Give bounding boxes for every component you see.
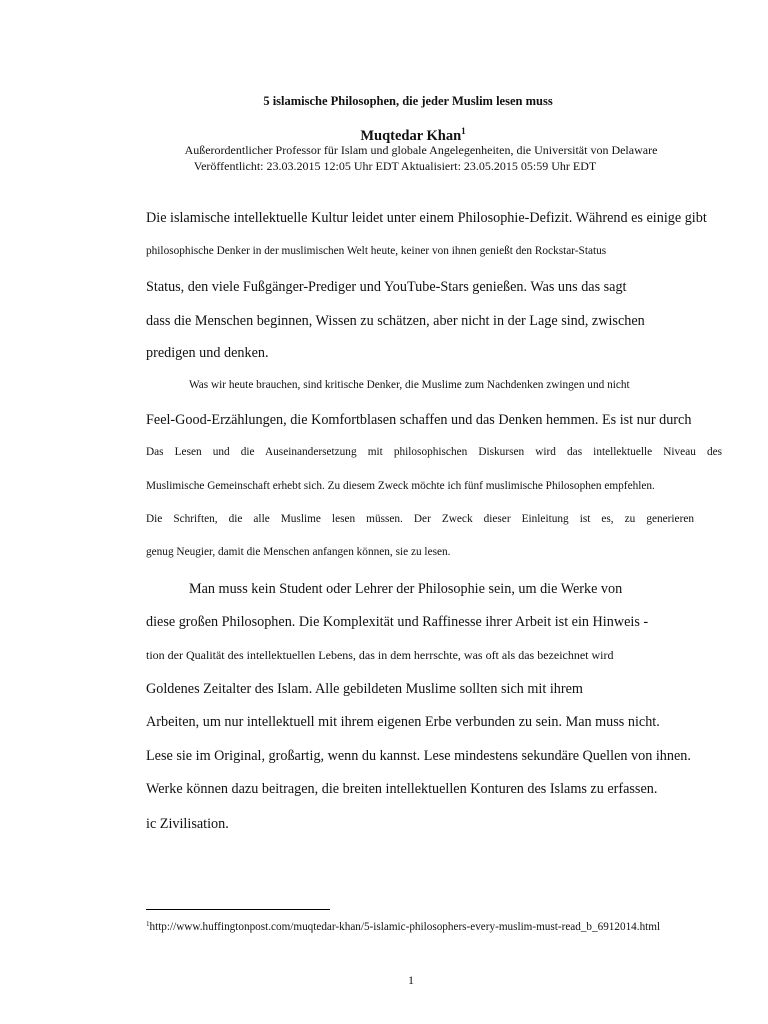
author-affiliation: Außerordentlicher Professor für Islam und globale Angelegenheiten, die Universität von Delaware	[184, 143, 658, 157]
footnote-divider	[146, 909, 330, 910]
body-line: Man muss kein Student oder Lehrer der Philosophie sein, um die Werke von	[189, 581, 623, 597]
body-line: Feel-Good-Erzählungen, die Komfortblasen schaffen und das Denken hemmen. Es ist nur durch	[146, 412, 692, 428]
body-line: Goldenes Zeitalter des Islam. Alle gebildeten Muslime sollten sich mit ihrem	[146, 681, 583, 697]
body-line: Die islamische intellektuelle Kultur leidet unter einem Philosophie-Defizit. Während es einige gibt	[146, 210, 707, 226]
body-line: dass die Menschen beginnen, Wissen zu schätzen, aber nicht in der Lage sind, zwischen	[146, 313, 645, 329]
document-title: 5 islamische Philosophen, die jeder Muslim lesen muss	[263, 94, 553, 108]
body-line: tion der Qualität des intellektuellen Lebens, das in dem herrschte, was oft als das bezeichnet wird	[146, 648, 614, 662]
body-line: Was wir heute brauchen, sind kritische Denker, die Muslime zum Nachdenken zwingen und nicht	[189, 379, 630, 391]
author-name: Muqtedar Khan	[360, 128, 462, 144]
page-number: 1	[408, 973, 414, 987]
body-line: diese großen Philosophen. Die Komplexität und Raffinesse ihrer Arbeit ist ein Hinweis -	[146, 614, 649, 630]
body-line: Muslimische Gemeinschaft erhebt sich. Zu diesem Zweck möchte ich fünf muslimische Philosophen empfehlen.	[146, 480, 655, 492]
body-line: Werke können dazu beitragen, die breiten intellektuellen Konturen des Islams zu erfassen.	[146, 781, 658, 797]
publication-dates: Veröffentlicht: 23.03.2015 12:05 Uhr EDT Aktualisiert: 23.05.2015 05:59 Uhr EDT	[193, 159, 597, 173]
body-line: Die Schriften, die alle Muslime lesen müssen. Der Zweck dieser Einleitung ist es, zu generieren	[146, 513, 694, 525]
footnote-mark: 1	[146, 920, 150, 928]
body-line: genug Neugier, damit die Menschen anfangen können, sie zu lesen.	[146, 546, 451, 558]
body-line: Status, den viele Fußgänger-Prediger und YouTube-Stars genießen. Was uns das sagt	[146, 279, 627, 295]
body-line: predigen und denken.	[146, 345, 269, 361]
author-footnote-mark: 1	[461, 126, 466, 136]
footnote	[146, 917, 666, 935]
body-line: philosophische Denker in der muslimischen Welt heute, keiner von ihnen genießt den Rockstar-Status	[146, 245, 607, 257]
footnote-url[interactable]: http://www.huffingtonpost.com/muqtedar-khan/5-islamic-philosophers-every-muslim-must-read_b_6912014.html	[149, 921, 661, 933]
body-line: Lese sie im Original, großartig, wenn du kannst. Lese mindestens sekundäre Quellen von ihnen.	[146, 748, 691, 764]
body-line: Das Lesen und die Auseinandersetzung mit philosophischen Diskursen wird das intellektuelle Niveau des	[146, 446, 722, 458]
body-line: ic Zivilisation.	[146, 816, 229, 832]
body-line: Arbeiten, um nur intellektuell mit ihrem eigenen Erbe verbunden zu sein. Man muss nicht.	[146, 714, 660, 730]
